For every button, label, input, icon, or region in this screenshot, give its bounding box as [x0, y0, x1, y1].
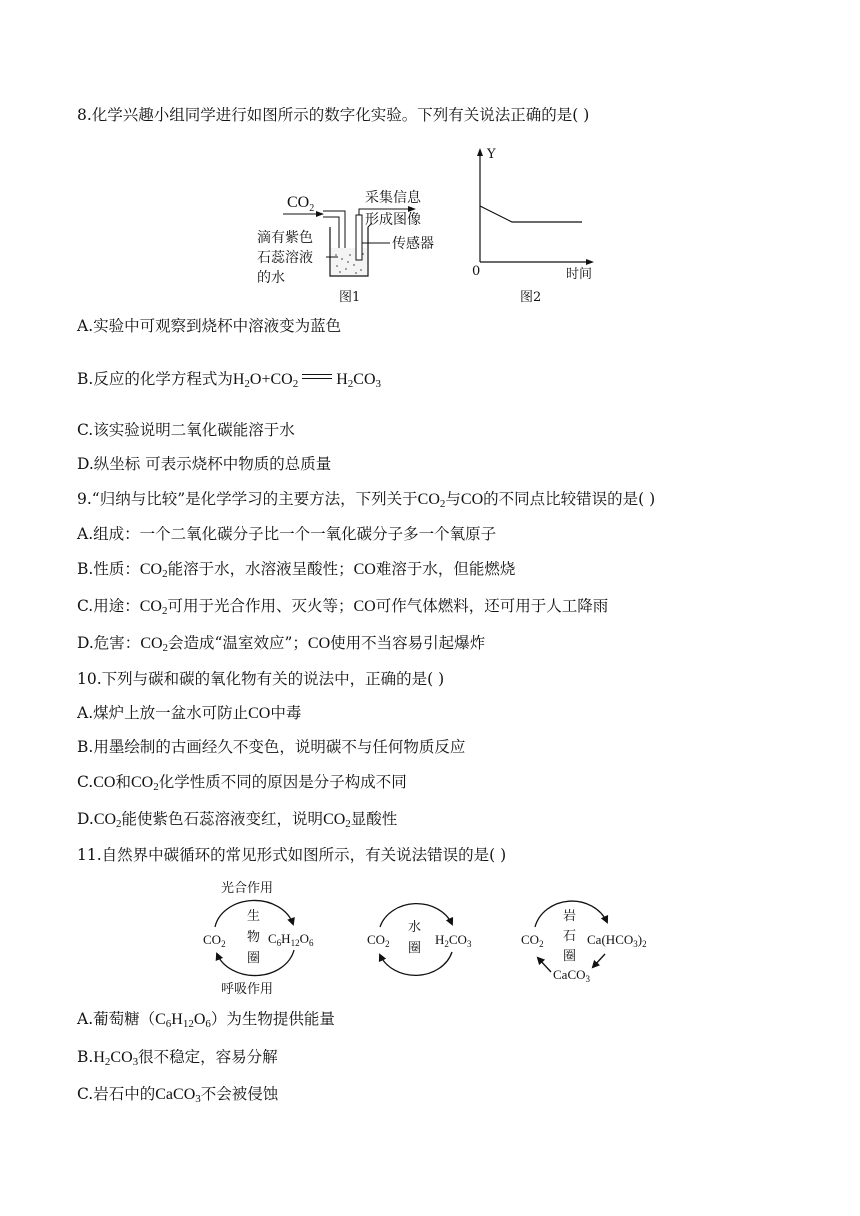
q9-option-b: B.性质：$CO_2$能溶于水，水溶液呈酸性；CO难溶于水，但能燃烧	[77, 560, 516, 580]
q11-option-c: C.岩石中的CaCO$_3$不会被侵蚀	[77, 1085, 279, 1105]
q8-option-c: C.该实验说明二氧化碳能溶于水	[77, 421, 295, 439]
liquid-label-2: 石蕊溶液	[257, 250, 313, 266]
fig2-caption: 图2	[520, 290, 542, 305]
q8-stem: 8.化学兴趣小组同学进行如图所示的数字化实验。下列有关说法正确的是( )	[77, 106, 590, 124]
equals-sign	[302, 373, 332, 381]
fig1-caption: 图1	[339, 290, 361, 305]
fig2-curve	[480, 206, 582, 222]
fig2-graph	[472, 147, 594, 305]
liquid-label-3: 的水	[257, 270, 285, 286]
svg-text:石: 石	[563, 929, 577, 944]
svg-text:生: 生	[247, 909, 261, 924]
q8-option-a: A.实验中可观察到烧杯中溶液变为蓝色	[77, 317, 342, 335]
collect-label: 采集信息	[365, 190, 421, 206]
cycle-hydrosphere	[367, 904, 472, 976]
liquid-label-1: 滴有紫色	[257, 230, 313, 246]
q9-stem: 9.“归纳与比较”是化学学习的主要方法，下列关于$CO_2$与CO的不同点比较错误的是( )	[77, 490, 656, 510]
q8-figure	[250, 145, 620, 310]
sensor-label: 传感器	[392, 236, 434, 252]
svg-text:水: 水	[408, 920, 422, 935]
fig2-origin: 0	[472, 264, 481, 279]
svg-text:岩: 岩	[563, 909, 577, 924]
q8-option-b: B.反应的化学方程式为$H_2O+CO_2$ $H_2CO_3$	[77, 370, 382, 390]
q9-option-d: D.危害：$CO_2$会造成“温室效应”；CO使用不当容易引起爆炸	[77, 634, 486, 654]
svg-text:CO2: $CO_2$	[367, 932, 390, 949]
svg-text:圈: 圈	[408, 941, 422, 956]
svg-text:CO2: $CO_2$	[521, 932, 544, 949]
q11-option-b: $B.H_2CO_3$很不稳定，容易分解	[77, 1048, 278, 1068]
photosynthesis-label: 光合作用	[221, 881, 274, 896]
svg-text:CO2: $CO_2$	[203, 932, 226, 949]
svg-text:C6H12O6: $C_6H_{12}O_6$	[268, 931, 314, 948]
fig2-x-label: 时间	[566, 267, 593, 282]
q10-option-b: B.用墨绘制的古画经久不变色，说明碳不与任何物质反应	[77, 738, 466, 756]
svg-text:Ca(HCO3)2: $Ca(HCO_3)_2$	[587, 932, 647, 949]
q9-option-a: A.组成：一个二氧化碳分子比一个一氧化碳分子多一个氧原子	[77, 525, 497, 543]
svg-text:CO2: $CO_2$	[287, 194, 315, 214]
form-label: 形成图像	[365, 212, 421, 228]
cycle-lithosphere	[521, 901, 647, 984]
svg-text:物: 物	[247, 930, 261, 945]
q8-option-d: D.纵坐标 可表示烧杯中物质的总质量	[77, 455, 332, 473]
svg-text:H2CO3: $H_2CO_3$	[435, 932, 472, 949]
svg-text:圈: 圈	[563, 949, 577, 964]
svg-text:圈: 圈	[247, 951, 261, 966]
q10-option-d: $D.CO_2$能使紫色石蕊溶液变红，说明$CO_2$显酸性	[77, 810, 398, 830]
fig1-apparatus	[257, 189, 434, 305]
q11-option-a: A.葡萄糖$(C_6H_{12}O_6)$为生物提供能量	[77, 1010, 335, 1030]
cycle-biosphere	[203, 880, 314, 997]
svg-text:CaCO3: CaCO$_3$	[553, 967, 591, 984]
q10-option-c: C.CO和$CO_2$化学性质不同的原因是分子构成不同	[77, 773, 407, 793]
q9-option-c: C.用途：$CO_2$可用于光合作用、灭火等；CO可作气体燃料，还可用于人工降雨	[77, 597, 609, 617]
q11-figure	[195, 872, 675, 1000]
q10-stem: 10.下列与碳和碳的氧化物有关的说法中，正确的是( )	[77, 670, 445, 688]
q11-stem: 11.自然界中碳循环的常见形式如图所示，有关说法错误的是( )	[77, 846, 507, 864]
q10-option-a: A.煤炉上放一盆水可防止CO中毒	[77, 704, 302, 722]
respiration-label: 呼吸作用	[221, 982, 274, 997]
fig2-y-label: Y	[487, 147, 496, 162]
